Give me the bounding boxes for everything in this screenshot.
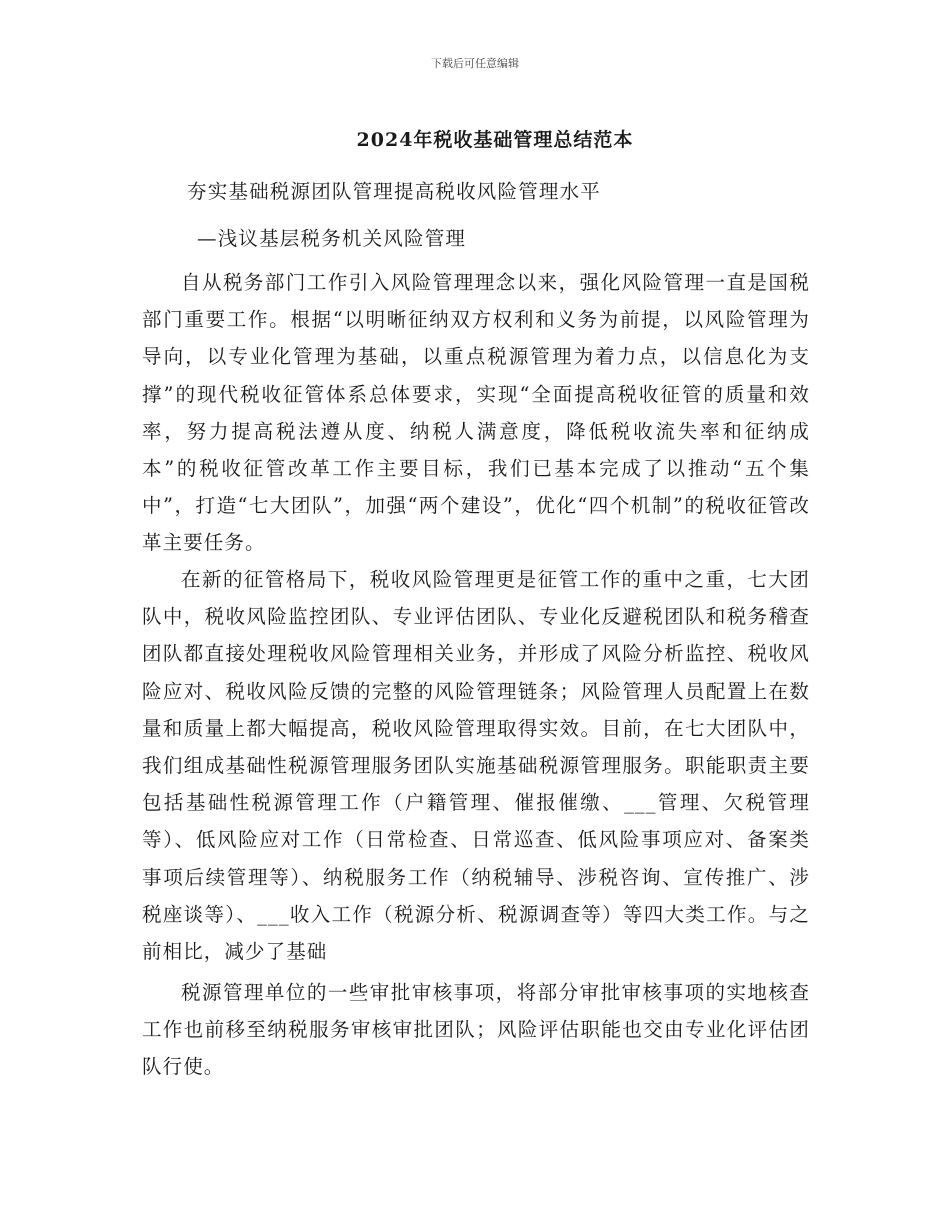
document-title: 2024年税收基础管理总结范本 xyxy=(356,129,634,151)
paragraph-text: 税源管理单位的一些审批审核事项，将部分审批审核事项的实地核查工作也前移至纳税服务审核审批团队；风险评估职能也交由专业化评估团队行使。 xyxy=(142,981,810,1079)
body-paragraph-3 xyxy=(142,974,810,1086)
body-paragraph-2 xyxy=(142,561,810,970)
subtitle-secondary: —浅议基层税务机关风险管理 xyxy=(197,227,467,250)
paragraph-text: 在新的征管格局下，税收风险管理更是征管工作的重中之重，七大团队中，税收风险监控团队、专业评估团队、专业化反避税团队和税务稽查团队都直接处理税收风险管理相关业务，并形成了风险分析监控、税收风险应对、税收风险反馈的完整的风险管理链条；风险管理人员配置上在数量和质量上都大幅提高，税收风险管理取得实效。目前，在七大团队中，我们组成基础性税源管理服务团队实施基础税源管理服务。职能职责主要包括基础性税源管理工作（户籍管理、催报催缴、___管理、欠税管理等）、低风险应对工作（日常检查、日常巡查、低风险事项应对、备案类事项后续管理等）、纳税服务工作（纳税辅导、涉税咨询、宣传推广、涉税座谈等）、___收入工作（税源分析、税源调查等）等四大类工作。与之前相比，减少了基础 xyxy=(142,568,810,964)
paragraph-text: 自从税务部门工作引入风险管理理念以来，强化风险管理一直是国税部门重要工作。根据“以明晰征纳双方权利和义务为前提，以风险管理为导向，以专业化管理为基础，以重点税源管理为着力点，以信息化为支撑”的现代税收征管体系总体要求，实现“全面提高税收征管的质量和效率，努力提高税法遵从度、纳税人满意度，降低税收流失率和征纳成本”的税收征管改革工作主要目标，我们已基本完成了以推动“五个集中”，打造“七大团队”，加强“两个建设”，优化“四个机制”的税收征管改革主要任务。 xyxy=(142,271,810,555)
header-note: 下载后可任意编辑 xyxy=(431,57,519,70)
body-paragraph-1 xyxy=(142,264,810,562)
subtitle-main: 夯实基础税源团队管理提高税收风险管理水平 xyxy=(187,180,602,203)
